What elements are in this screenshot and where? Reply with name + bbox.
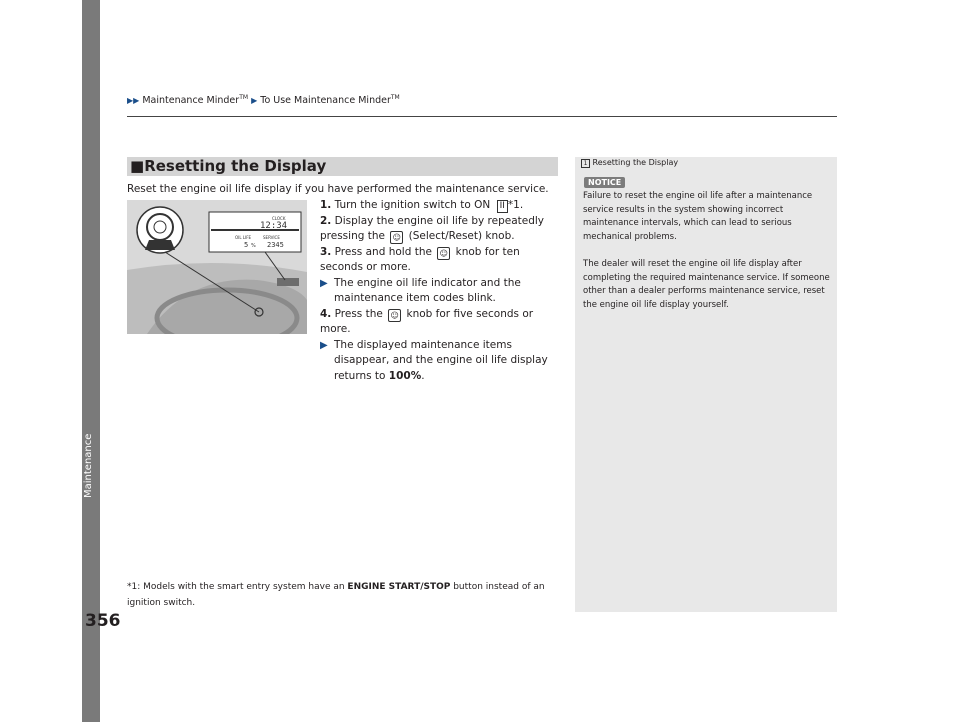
select-reset-knob-icon: ☺ <box>388 309 401 322</box>
breadcrumb-item[interactable]: Maintenance Minder <box>142 95 240 107</box>
ignition-ii-icon: II <box>497 200 508 213</box>
chapter-label: Maintenance <box>83 433 94 498</box>
intro-text: Reset the engine oil life display if you have performed the maintenance service. <box>127 183 549 195</box>
service-label: SERVICE <box>263 235 280 240</box>
dealer-paragraph: The dealer will reset the engine oil life display after completing the required maintenance service. If someone other than a dealer performs maintenance service, reset the engine oil life display yourself. <box>583 259 830 310</box>
breadcrumb-arrow-icon: ▶▶ <box>127 96 140 106</box>
footnote: *1: Models with the smart entry system have an ENGINE START/STOP button instead of an ignition switch. <box>127 582 545 608</box>
trademark-mark: TM <box>239 94 249 101</box>
side-note-heading: 1 Resetting the Display <box>581 158 678 168</box>
dashboard-illustration <box>127 200 307 334</box>
clock-label: CLOCK <box>272 216 286 221</box>
oil-life-unit: % <box>251 243 256 249</box>
dashboard-svg <box>127 200 307 334</box>
step-2: 2. Display the engine oil life by repeatedly pressing the ☺ (Select/Reset) knob. <box>320 214 545 242</box>
service-value: 2345 <box>267 241 284 249</box>
square-bullet-icon: ■ <box>130 157 145 175</box>
header-divider <box>127 116 837 117</box>
step-4-result: ▶ The displayed maintenance items disappear, and the engine oil life display returns to 100%. <box>320 338 548 382</box>
breadcrumb <box>127 94 400 106</box>
step-3-result: ▶ The engine oil life indicator and the maintenance item codes blink. <box>320 276 521 304</box>
step-3: 3. Press and hold the ☺ knob for ten seconds or more. ▶ The engine oil life indicator and the maintenance item codes blink. <box>320 245 565 307</box>
step-1: 1. Turn the ignition switch to ON II *1. <box>320 199 524 211</box>
reference-icon: 1 <box>581 159 590 168</box>
breadcrumb-arrow-icon: ▶ <box>251 96 258 106</box>
step-4: 4. Press the ☺ knob for five seconds or more. ▶ The displayed maintenance items disappear, and the engine oil life display returns to 100%. <box>320 307 565 385</box>
result-arrow-icon: ▶ <box>320 339 328 351</box>
page-number: 356 <box>85 611 121 631</box>
trademark-mark: TM <box>390 94 400 101</box>
notice-paragraph: Failure to reset the engine oil life after a maintenance service results in the system showing incorrect maintenance intervals, which can lead to serious mechanical problems. <box>583 191 813 242</box>
notice-badge: NOTICE <box>584 177 625 188</box>
result-arrow-icon: ▶ <box>320 277 328 289</box>
clock-readout: 12:34 <box>260 221 288 231</box>
oil-life-value: 5 <box>244 241 249 249</box>
select-reset-knob-icon: ☺ <box>437 247 450 260</box>
steps-list <box>320 198 565 384</box>
section-heading: ■Resetting the Display <box>130 157 327 175</box>
breadcrumb-item[interactable]: To Use Maintenance Minder <box>260 95 391 107</box>
oil-life-label: OIL LIFE <box>235 235 252 240</box>
select-reset-knob-icon: ☺ <box>390 231 403 244</box>
